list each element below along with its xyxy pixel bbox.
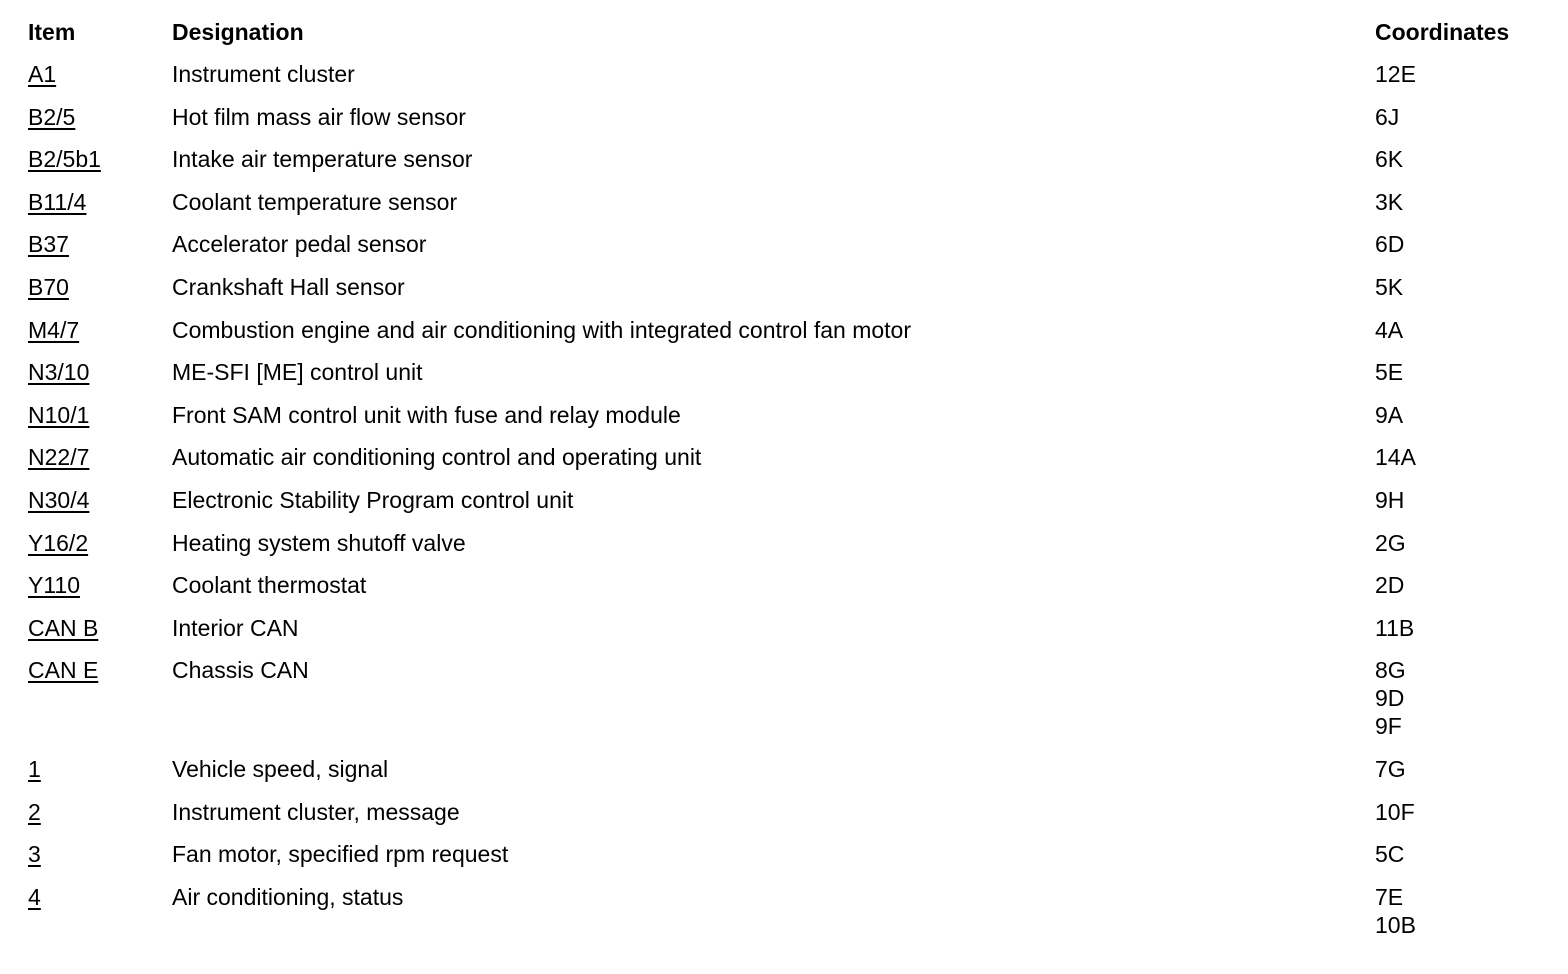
table-row — [28, 401, 1538, 429]
item-cell — [28, 316, 172, 344]
item-cell — [28, 60, 172, 88]
designation-cell: Interior CAN — [172, 614, 299, 641]
coordinate-value: 11B — [1375, 614, 1415, 641]
designation-cell: Hot film mass air flow sensor — [172, 103, 466, 130]
coordinate-value: 6D — [1375, 231, 1405, 258]
table-row — [28, 443, 1538, 471]
table-row — [28, 145, 1538, 173]
item-link[interactable]: CAN B — [28, 614, 99, 641]
coordinates-cell — [1375, 656, 1538, 740]
coordinate-value: 7G — [1375, 755, 1406, 782]
item-link[interactable]: B2/5 — [28, 103, 76, 130]
item-link[interactable]: 1 — [28, 755, 41, 782]
item-link[interactable]: M4/7 — [28, 316, 80, 343]
coordinate-value: 9D — [1375, 685, 1405, 712]
coordinate-value: 8G — [1375, 657, 1406, 684]
item-cell — [28, 614, 172, 642]
designation-cell: Accelerator pedal sensor — [172, 231, 427, 258]
item-link[interactable]: B11/4 — [28, 188, 87, 215]
coordinate-value: 12E — [1375, 61, 1416, 87]
item-link[interactable]: B37 — [28, 231, 69, 258]
designation-cell: Intake air temperature sensor — [172, 146, 473, 173]
coordinate-value: 4A — [1375, 316, 1404, 343]
coordinate-value: 9H — [1375, 486, 1405, 513]
coordinate-value: 14A — [1375, 444, 1416, 471]
item-link[interactable]: 3 — [28, 841, 41, 868]
designation-cell: Front SAM control unit with fuse and relay module — [172, 401, 681, 428]
item-cell — [28, 798, 172, 826]
coordinates-cell — [1375, 273, 1538, 301]
item-cell — [28, 486, 172, 514]
table-row — [28, 230, 1538, 258]
item-link[interactable]: A1 — [28, 61, 57, 87]
coordinates-cell — [1375, 60, 1538, 88]
designation-cell: Instrument cluster — [172, 61, 355, 87]
item-cell — [28, 103, 172, 131]
item-link[interactable]: 4 — [28, 883, 41, 910]
table-row — [28, 656, 1538, 740]
coordinates-cell — [1375, 571, 1538, 599]
designation-cell: Chassis CAN — [172, 657, 309, 684]
table-row — [28, 840, 1538, 868]
item-cell — [28, 571, 172, 599]
designation-cell: ME-SFI [ME] control unit — [172, 359, 423, 386]
table-body — [28, 60, 1538, 939]
table-header-row — [28, 18, 1538, 46]
item-link[interactable]: Y110 — [28, 572, 81, 599]
coordinates-cell — [1375, 443, 1538, 471]
component-legend-table — [28, 18, 1538, 953]
coordinates-cell — [1375, 316, 1538, 344]
coordinates-cell — [1375, 798, 1538, 826]
table-row — [28, 798, 1538, 826]
coordinates-cell — [1375, 145, 1538, 173]
coordinates-cell — [1375, 103, 1538, 131]
designation-cell: Air conditioning, status — [172, 883, 404, 910]
item-link[interactable]: B2/5b1 — [28, 146, 101, 173]
coordinate-value: 7E — [1375, 883, 1404, 910]
coordinate-value: 9F — [1375, 713, 1402, 740]
coordinate-value: 5C — [1375, 841, 1405, 868]
item-cell — [28, 273, 172, 301]
item-cell — [28, 529, 172, 557]
coordinates-cell — [1375, 188, 1538, 216]
coordinate-value: 9A — [1375, 401, 1404, 428]
item-link[interactable]: B70 — [28, 273, 69, 300]
item-cell — [28, 230, 172, 258]
item-link[interactable]: N3/10 — [28, 359, 90, 386]
designation-cell: Instrument cluster, message — [172, 798, 460, 825]
coordinates-cell — [1375, 230, 1538, 258]
table-row — [28, 103, 1538, 131]
coordinate-value: 2D — [1375, 572, 1405, 599]
coordinate-value: 10B — [1375, 911, 1416, 938]
table-row — [28, 316, 1538, 344]
item-column-header: Item — [28, 19, 76, 45]
item-link[interactable]: 2 — [28, 798, 41, 825]
designation-cell: Fan motor, specified rpm request — [172, 841, 509, 868]
coordinates-cell — [1375, 486, 1538, 514]
table-row — [28, 571, 1538, 599]
item-link[interactable]: N22/7 — [28, 444, 90, 471]
item-cell — [28, 840, 172, 868]
table-row — [28, 614, 1538, 642]
item-cell — [28, 188, 172, 216]
table-row — [28, 529, 1538, 557]
table-row — [28, 883, 1538, 939]
designation-cell: Electronic Stability Program control unit — [172, 486, 574, 513]
coordinates-cell — [1375, 401, 1538, 429]
coordinate-value: 3K — [1375, 188, 1404, 215]
item-link[interactable]: N10/1 — [28, 401, 90, 428]
coordinates-cell — [1375, 358, 1538, 386]
designation-cell: Automatic air conditioning control and operating unit — [172, 444, 702, 471]
designation-cell: Coolant temperature sensor — [172, 188, 458, 215]
table-row — [28, 273, 1538, 301]
designation-cell: Heating system shutoff valve — [172, 529, 466, 556]
coordinates-column-header: Coordinates — [1375, 19, 1510, 45]
item-link[interactable]: CAN E — [28, 657, 99, 684]
coordinate-value: 5K — [1375, 273, 1404, 300]
coordinates-cell — [1375, 614, 1538, 642]
table-row — [28, 755, 1538, 783]
table-row — [28, 60, 1538, 88]
table-row — [28, 486, 1538, 514]
coordinate-value: 6J — [1375, 103, 1400, 130]
item-link[interactable]: Y16/2 — [28, 529, 89, 556]
item-cell — [28, 883, 172, 911]
designation-column-header: Designation — [172, 19, 304, 45]
item-cell — [28, 755, 172, 783]
item-cell — [28, 656, 172, 684]
coordinates-cell — [1375, 529, 1538, 557]
item-cell — [28, 145, 172, 173]
coordinate-value: 2G — [1375, 529, 1406, 556]
designation-cell: Combustion engine and air conditioning with integrated control fan motor — [172, 316, 911, 343]
item-cell — [28, 401, 172, 429]
coordinates-cell — [1375, 883, 1538, 939]
designation-cell: Vehicle speed, signal — [172, 755, 389, 782]
item-cell — [28, 358, 172, 386]
coordinate-value: 5E — [1375, 359, 1404, 386]
designation-cell: Coolant thermostat — [172, 572, 367, 599]
coordinates-cell — [1375, 755, 1538, 783]
coordinate-value: 6K — [1375, 146, 1404, 173]
coordinates-cell — [1375, 840, 1538, 868]
coordinate-value: 10F — [1375, 798, 1415, 825]
table-row — [28, 358, 1538, 386]
item-link[interactable]: N30/4 — [28, 486, 90, 513]
item-cell — [28, 443, 172, 471]
designation-cell: Crankshaft Hall sensor — [172, 273, 405, 300]
table-row — [28, 188, 1538, 216]
